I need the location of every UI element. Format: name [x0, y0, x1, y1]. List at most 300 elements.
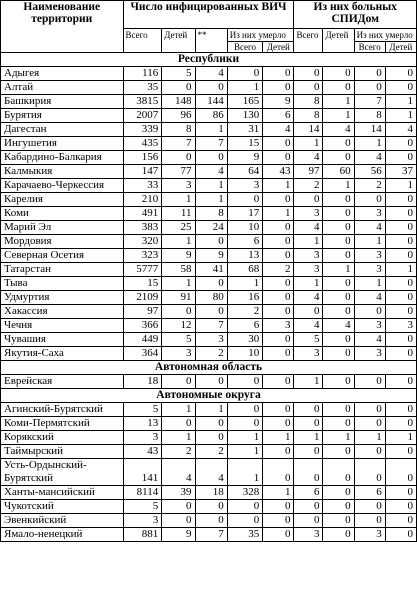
value-cell: 0 [195, 375, 227, 389]
table-body [1, 53, 417, 542]
value-cell: 0 [323, 291, 354, 305]
value-cell: 91 [162, 291, 195, 305]
section-title: Республики [1, 53, 417, 67]
territory-name: Коми [1, 207, 124, 221]
value-cell: 0 [385, 417, 416, 431]
value-cell: 3 [123, 431, 162, 445]
value-cell: 3 [123, 514, 162, 528]
value-cell: 3 [294, 263, 323, 277]
table-row [1, 151, 417, 165]
value-cell: 0 [294, 67, 323, 81]
hiv-children-header: Детей [162, 29, 195, 53]
value-cell: 3 [354, 207, 385, 221]
territory-name: Чечня [1, 319, 124, 333]
value-cell: 0 [294, 417, 323, 431]
value-cell: 4 [195, 165, 227, 179]
value-cell: 3 [294, 528, 323, 542]
value-cell: 13 [123, 417, 162, 431]
value-cell: 96 [162, 109, 195, 123]
value-cell: 3 [162, 347, 195, 361]
value-cell: 0 [263, 193, 294, 207]
table-row [1, 109, 417, 123]
value-cell: 0 [323, 459, 354, 486]
value-cell: 0 [385, 514, 416, 528]
value-cell: 1 [263, 179, 294, 193]
value-cell: 0 [385, 249, 416, 263]
value-cell: 0 [354, 403, 385, 417]
value-cell: 0 [323, 333, 354, 347]
value-cell: 86 [195, 109, 227, 123]
value-cell: 0 [323, 445, 354, 459]
value-cell: 0 [162, 151, 195, 165]
value-cell: 0 [323, 249, 354, 263]
value-cell: 0 [227, 514, 262, 528]
value-cell: 1 [323, 95, 354, 109]
table-row [1, 417, 417, 431]
value-cell: 0 [385, 305, 416, 319]
value-cell: 1 [354, 431, 385, 445]
value-cell: 0 [227, 403, 262, 417]
value-cell: 1 [354, 137, 385, 151]
value-cell: 9 [263, 95, 294, 109]
hiv-died-children-header: Детей [263, 42, 294, 53]
value-cell: 0 [227, 375, 262, 389]
header-row-top [1, 1, 417, 29]
value-cell: 0 [263, 81, 294, 95]
value-cell: 165 [227, 95, 262, 109]
value-cell: 0 [195, 417, 227, 431]
value-cell: 0 [263, 514, 294, 528]
table-row [1, 179, 417, 193]
territory-name: Бурятия [1, 109, 124, 123]
value-cell: 9 [195, 249, 227, 263]
value-cell: 0 [323, 81, 354, 95]
territory-name: Ямало-ненецкий [1, 528, 124, 542]
table-row [1, 347, 417, 361]
value-cell: 0 [354, 305, 385, 319]
section-header-row [1, 389, 417, 403]
value-cell: 58 [162, 263, 195, 277]
value-cell: 16 [227, 291, 262, 305]
value-cell: 1 [354, 235, 385, 249]
value-cell: 0 [195, 431, 227, 445]
value-cell: 0 [195, 151, 227, 165]
value-cell: 13 [227, 249, 262, 263]
value-cell: 2 [195, 347, 227, 361]
value-cell: 64 [227, 165, 262, 179]
value-cell: 1 [162, 277, 195, 291]
territory-name: Чувашия [1, 333, 124, 347]
territory-name: Карелия [1, 193, 124, 207]
value-cell: 3815 [123, 95, 162, 109]
value-cell: 2 [227, 305, 262, 319]
value-cell: 0 [162, 417, 195, 431]
value-cell: 1 [227, 445, 262, 459]
value-cell: 1 [294, 431, 323, 445]
value-cell: 0 [263, 277, 294, 291]
value-cell: 80 [195, 291, 227, 305]
value-cell: 881 [123, 528, 162, 542]
value-cell: 3 [195, 333, 227, 347]
value-cell: 0 [294, 305, 323, 319]
aids-died-header: Из них умерло [354, 29, 416, 42]
value-cell: 0 [263, 137, 294, 151]
value-cell: 0 [323, 528, 354, 542]
value-cell: 1 [294, 235, 323, 249]
value-cell: 0 [354, 445, 385, 459]
value-cell: 0 [294, 193, 323, 207]
value-cell: 1 [323, 431, 354, 445]
value-cell: 56 [354, 165, 385, 179]
value-cell: 0 [195, 514, 227, 528]
value-cell: 148 [162, 95, 195, 109]
value-cell: 3 [294, 347, 323, 361]
value-cell: 3 [354, 249, 385, 263]
value-cell: 0 [294, 445, 323, 459]
value-cell: 5777 [123, 263, 162, 277]
value-cell: 35 [227, 528, 262, 542]
value-cell: 41 [195, 263, 227, 277]
value-cell: 1 [385, 95, 416, 109]
value-cell: 116 [123, 67, 162, 81]
aids-header: Из них больных СПИДом [294, 1, 417, 29]
table-row [1, 263, 417, 277]
value-cell: 97 [123, 305, 162, 319]
value-cell: 1 [263, 486, 294, 500]
value-cell: 0 [162, 305, 195, 319]
value-cell: 33 [123, 179, 162, 193]
table-row [1, 67, 417, 81]
table-row [1, 277, 417, 291]
aids-children-header: Детей [323, 29, 354, 53]
table-row [1, 249, 417, 263]
territory-name: Корякский [1, 431, 124, 445]
value-cell: 2007 [123, 109, 162, 123]
value-cell: 0 [294, 500, 323, 514]
value-cell: 0 [323, 207, 354, 221]
hiv-header: Число инфицированных ВИЧ [123, 1, 294, 29]
value-cell: 0 [323, 137, 354, 151]
value-cell: 18 [123, 375, 162, 389]
table-row [1, 95, 417, 109]
value-cell: 144 [195, 95, 227, 109]
value-cell: 10 [227, 347, 262, 361]
value-cell: 0 [227, 67, 262, 81]
table-row [1, 445, 417, 459]
table-row [1, 375, 417, 389]
value-cell: 30 [227, 333, 262, 347]
value-cell: 0 [323, 277, 354, 291]
value-cell: 0 [385, 459, 416, 486]
value-cell: 4 [385, 123, 416, 137]
value-cell: 0 [195, 305, 227, 319]
value-cell: 0 [385, 67, 416, 81]
value-cell: 0 [263, 305, 294, 319]
value-cell: 17 [227, 207, 262, 221]
value-cell: 4 [354, 151, 385, 165]
value-cell: 0 [294, 459, 323, 486]
table-row [1, 403, 417, 417]
value-cell: 2109 [123, 291, 162, 305]
value-cell: 12 [162, 319, 195, 333]
value-cell: 0 [385, 375, 416, 389]
value-cell: 4 [323, 319, 354, 333]
value-cell: 320 [123, 235, 162, 249]
value-cell: 4 [323, 123, 354, 137]
value-cell: 1 [294, 375, 323, 389]
value-cell: 0 [354, 193, 385, 207]
value-cell: 15 [123, 277, 162, 291]
value-cell: 6 [263, 109, 294, 123]
value-cell: 1 [162, 431, 195, 445]
table-row [1, 137, 417, 151]
value-cell: 6 [294, 486, 323, 500]
value-cell: 0 [195, 235, 227, 249]
value-cell: 1 [195, 403, 227, 417]
value-cell: 0 [294, 403, 323, 417]
value-cell: 3 [385, 319, 416, 333]
value-cell: 3 [227, 179, 262, 193]
value-cell: 0 [323, 500, 354, 514]
value-cell: 37 [385, 165, 416, 179]
value-cell: 0 [263, 221, 294, 235]
value-cell: 3 [294, 249, 323, 263]
value-cell: 9 [162, 249, 195, 263]
value-cell: 323 [123, 249, 162, 263]
value-cell: 7 [195, 528, 227, 542]
table-row [1, 291, 417, 305]
value-cell: 15 [227, 137, 262, 151]
value-cell: 0 [385, 207, 416, 221]
value-cell: 3 [294, 207, 323, 221]
territory-name: Алтай [1, 81, 124, 95]
territory-name: Татарстан [1, 263, 124, 277]
territory-name: Башкирия [1, 95, 124, 109]
value-cell: 1 [385, 109, 416, 123]
value-cell: 0 [263, 347, 294, 361]
value-cell: 449 [123, 333, 162, 347]
table-row [1, 431, 417, 445]
territory-name: Таймырский [1, 445, 124, 459]
value-cell: 0 [385, 486, 416, 500]
value-cell: 4 [354, 291, 385, 305]
territory-name: Удмуртия [1, 291, 124, 305]
value-cell: 0 [263, 151, 294, 165]
value-cell: 5 [123, 500, 162, 514]
table-row [1, 528, 417, 542]
value-cell: 24 [195, 221, 227, 235]
territory-name: Еврейская [1, 375, 124, 389]
value-cell: 1 [227, 459, 262, 486]
value-cell: 4 [263, 123, 294, 137]
value-cell: 1 [195, 193, 227, 207]
value-cell: 0 [162, 81, 195, 95]
territory-name: Эвенкийский [1, 514, 124, 528]
territory-name: Агинский-Бурятский [1, 403, 124, 417]
value-cell: 1 [162, 193, 195, 207]
territory-name: Кабардино-Балкария [1, 151, 124, 165]
value-cell: 4 [294, 291, 323, 305]
table-row [1, 165, 417, 179]
value-cell: 0 [385, 193, 416, 207]
value-cell: 43 [263, 165, 294, 179]
value-cell: 3 [354, 528, 385, 542]
value-cell: 1 [162, 235, 195, 249]
value-cell: 68 [227, 263, 262, 277]
value-cell: 0 [385, 151, 416, 165]
table-row [1, 193, 417, 207]
value-cell: 4 [195, 67, 227, 81]
value-cell: 6 [227, 235, 262, 249]
table-row [1, 514, 417, 528]
value-cell: 1 [294, 137, 323, 151]
value-cell: 0 [385, 528, 416, 542]
value-cell: 491 [123, 207, 162, 221]
value-cell: 6 [227, 319, 262, 333]
value-cell: 0 [263, 403, 294, 417]
aids-died-children-header: Детей [385, 42, 416, 53]
value-cell: 1 [323, 109, 354, 123]
value-cell: 0 [263, 459, 294, 486]
value-cell: 1 [263, 431, 294, 445]
value-cell: 1 [227, 431, 262, 445]
value-cell: 6 [354, 486, 385, 500]
territory-name: Коми-Пермятский [1, 417, 124, 431]
value-cell: 9 [227, 151, 262, 165]
territory-name: Карачаево-Черкессия [1, 179, 124, 193]
table-row [1, 459, 417, 486]
value-cell: 1 [354, 277, 385, 291]
value-cell: 39 [162, 486, 195, 500]
value-cell: 0 [323, 67, 354, 81]
value-cell: 1 [385, 263, 416, 277]
table-row [1, 333, 417, 347]
table-row [1, 207, 417, 221]
value-cell: 2 [162, 445, 195, 459]
value-cell: 0 [263, 500, 294, 514]
value-cell: 2 [354, 179, 385, 193]
value-cell: 0 [385, 137, 416, 151]
value-cell: 0 [323, 221, 354, 235]
value-cell: 0 [263, 333, 294, 347]
value-cell: 0 [354, 514, 385, 528]
value-cell: 0 [385, 333, 416, 347]
value-cell: 435 [123, 137, 162, 151]
value-cell: 130 [227, 109, 262, 123]
table-row [1, 305, 417, 319]
value-cell: 0 [323, 514, 354, 528]
value-cell: 0 [385, 235, 416, 249]
value-cell: 210 [123, 193, 162, 207]
value-cell: 0 [354, 375, 385, 389]
value-cell: 0 [323, 235, 354, 249]
value-cell: 0 [227, 417, 262, 431]
value-cell: 77 [162, 165, 195, 179]
table-row [1, 123, 417, 137]
value-cell: 0 [227, 500, 262, 514]
hiv-total-header: Всего [123, 29, 162, 53]
section-title: Автономная область [1, 361, 417, 375]
value-cell: 2 [263, 263, 294, 277]
value-cell: 0 [195, 277, 227, 291]
value-cell: 0 [323, 347, 354, 361]
value-cell: 0 [227, 193, 262, 207]
table-row [1, 486, 417, 500]
value-cell: 366 [123, 319, 162, 333]
value-cell: 60 [323, 165, 354, 179]
value-cell: 0 [263, 249, 294, 263]
territory-name: Калмыкия [1, 165, 124, 179]
value-cell: 364 [123, 347, 162, 361]
value-cell: 4 [294, 221, 323, 235]
value-cell: 0 [195, 81, 227, 95]
value-cell: 4 [195, 459, 227, 486]
value-cell: 10 [227, 221, 262, 235]
value-cell: 1 [227, 277, 262, 291]
aids-total-header: Всего [294, 29, 323, 53]
value-cell: 31 [227, 123, 262, 137]
territory-name: Чукотский [1, 500, 124, 514]
value-cell: 14 [294, 123, 323, 137]
value-cell: 18 [195, 486, 227, 500]
section-header-row [1, 53, 417, 67]
value-cell: 0 [263, 528, 294, 542]
value-cell: 0 [385, 445, 416, 459]
value-cell: 0 [323, 403, 354, 417]
territory-header: Наименование территории [1, 1, 124, 53]
value-cell: 0 [162, 375, 195, 389]
value-cell: 4 [354, 333, 385, 347]
value-cell: 8114 [123, 486, 162, 500]
territory-name: Мордовия [1, 235, 124, 249]
value-cell: 0 [385, 403, 416, 417]
value-cell: 0 [294, 81, 323, 95]
value-cell: 1 [227, 81, 262, 95]
table-row [1, 221, 417, 235]
value-cell: 1 [195, 123, 227, 137]
hiv-stars-header: ** [195, 29, 227, 53]
value-cell: 156 [123, 151, 162, 165]
value-cell: 0 [354, 67, 385, 81]
value-cell: 3 [354, 319, 385, 333]
value-cell: 328 [227, 486, 262, 500]
value-cell: 2 [294, 179, 323, 193]
table-row [1, 81, 417, 95]
territory-name: Ханты-мансийский [1, 486, 124, 500]
value-cell: 141 [123, 459, 162, 486]
value-cell: 7 [195, 319, 227, 333]
value-cell: 0 [385, 347, 416, 361]
value-cell: 1 [263, 207, 294, 221]
value-cell: 5 [162, 67, 195, 81]
value-cell: 0 [354, 500, 385, 514]
value-cell: 0 [385, 277, 416, 291]
value-cell: 1 [162, 403, 195, 417]
value-cell: 3 [354, 347, 385, 361]
value-cell: 3 [263, 319, 294, 333]
value-cell: 97 [294, 165, 323, 179]
table-row [1, 235, 417, 249]
section-title: Автономные округа [1, 389, 417, 403]
territory-name: Ингушетия [1, 137, 124, 151]
section-header-row [1, 361, 417, 375]
value-cell: 0 [323, 375, 354, 389]
value-cell: 0 [263, 375, 294, 389]
value-cell: 0 [323, 417, 354, 431]
value-cell: 0 [354, 459, 385, 486]
value-cell: 8 [195, 207, 227, 221]
value-cell: 339 [123, 123, 162, 137]
